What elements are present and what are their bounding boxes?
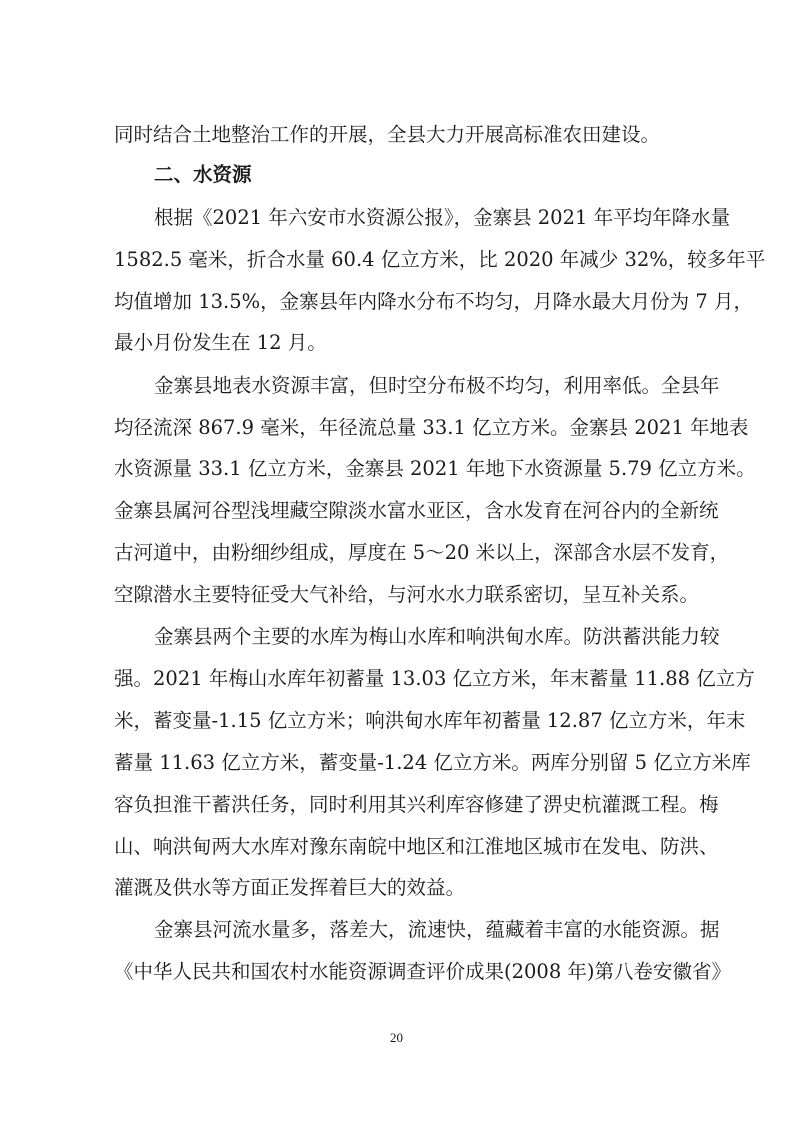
- page-number: 20: [390, 1030, 403, 1045]
- paragraph-line: 蓄量 11.63 亿立方米，蓄变量-1.24 亿立方米。两库分别留 5 亿立方米库: [114, 751, 751, 774]
- paragraph-line: 均径流深 867.9 毫米，年径流总量 33.1 亿立方米。金寨县 2021 年地表: [114, 416, 749, 439]
- paragraph-line: 金寨县河流水量多，落差大，流速快，蕴藏着丰富的水能资源。据: [154, 918, 720, 941]
- paragraph-line: 金寨县两个主要的水库为梅山水库和响洪甸水库。防洪蓄洪能力较: [154, 625, 720, 648]
- paragraph-line: 金寨县属河谷型浅埋藏空隙淡水富水亚区，含水发育在河谷内的全新统: [114, 499, 719, 522]
- paragraph-line: 最小月份发生在 12 月。: [114, 331, 327, 354]
- paragraph-line: 容负担淮干蓄洪任务，同时利用其兴利库容修建了淠史杭灌溉工程。梅: [114, 793, 719, 816]
- paragraph-line: 古河道中，由粉细纱组成，厚度在 5～20 米以上，深部含水层不发育，: [114, 541, 730, 564]
- paragraph-line: 灌溉及供水等方面正发挥着巨大的效益。: [114, 876, 466, 899]
- paragraph-line: 金寨县地表水资源丰富，但时空分布极不均匀，利用率低。全县年: [154, 374, 720, 397]
- paragraph-line: 山、响洪甸两大水库对豫东南皖中地区和江淮地区城市在发电、防洪、: [114, 835, 719, 858]
- paragraph-line: 水资源量 33.1 亿立方米，金寨县 2021 年地下水资源量 5.79 亿立方米。: [114, 457, 756, 480]
- paragraph-line: 根据《2021 年六安市水资源公报》，金寨县 2021 年平均年降水量: [154, 206, 731, 229]
- paragraph-line: 均值增加 13.5%，金寨县年内降水分布不均匀，月降水最大月份为 7 月，: [114, 290, 753, 313]
- paragraph-line: 《中华人民共和国农村水能资源调查评价成果(2008 年)第八卷安徽省》: [114, 960, 732, 983]
- paragraph-line: 同时结合土地整治工作的开展，全县大力开展高标准农田建设。: [114, 123, 661, 146]
- section-heading: 二、水资源: [154, 163, 252, 186]
- paragraph-line: 空隙潜水主要特征受大气补给，与河水水力联系密切，呈互补关系。: [114, 583, 700, 606]
- paragraph-line: 米，蓄变量-1.15 亿立方米；响洪甸水库年初蓄量 12.87 亿立方米，年末: [114, 709, 746, 732]
- paragraph-line: 强。2021 年梅山水库年初蓄量 13.03 亿立方米，年末蓄量 11.88 亿立方: [114, 667, 755, 690]
- paragraph-line: 1582.5 毫米，折合水量 60.4 亿立方米，比 2020 年减少 32%，较多年平: [114, 248, 766, 271]
